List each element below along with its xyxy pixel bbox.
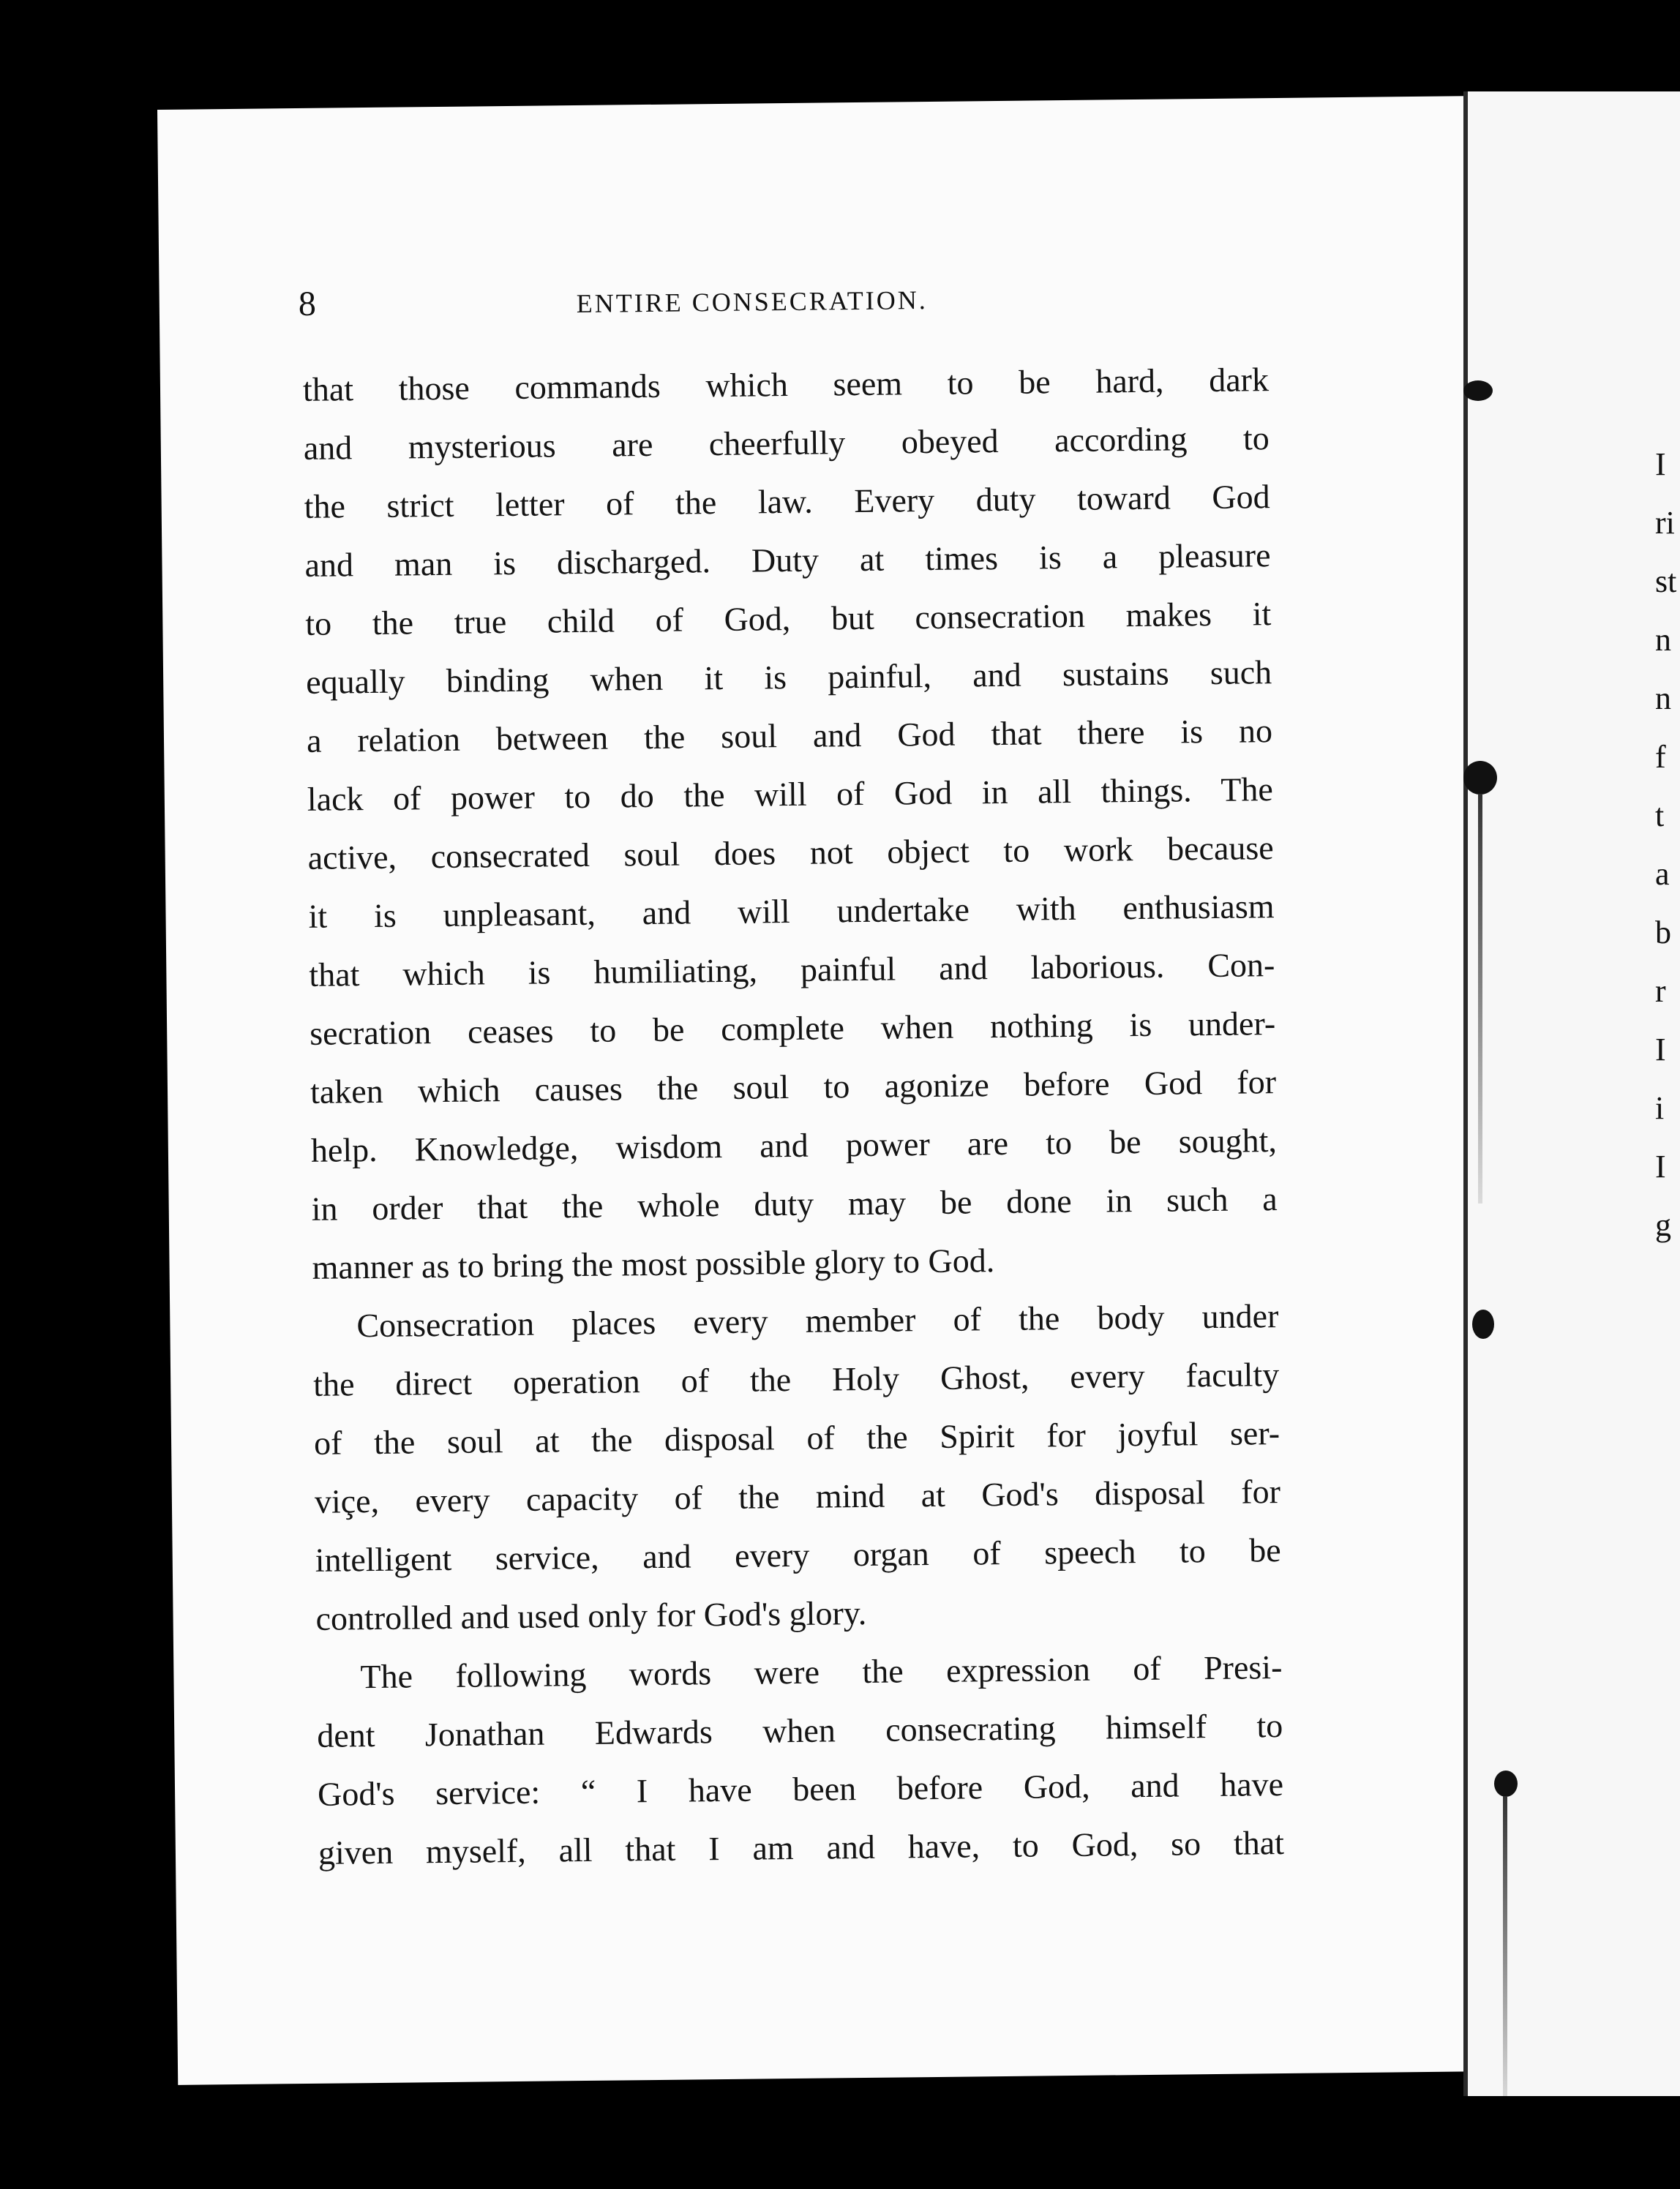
ink-streak <box>1503 1796 1507 2096</box>
ink-blot <box>1463 380 1493 401</box>
text-line: to the true child of God, but consecration makes it <box>305 595 1272 642</box>
text-line: lack of power to do the will of God in all things. The <box>307 770 1274 818</box>
text-line: intelligent service, and every organ of speech to be <box>315 1531 1281 1579</box>
text-line: Consecration places every member of the body under <box>356 1297 1279 1345</box>
adjacent-page-letters <box>1655 435 1676 1255</box>
paragraph <box>316 1638 1284 1882</box>
letter-fragment: ri <box>1655 505 1675 541</box>
text-line: dent Jonathan Edwards when consecrating himself to <box>317 1707 1283 1754</box>
letter-fragment: r <box>1655 973 1666 1009</box>
text-line: and mysterious are cheerfully obeyed according to <box>303 419 1270 467</box>
text-line: it is unpleasant, and will undertake with enthusiasm <box>308 887 1275 935</box>
letter-fragment: t <box>1655 797 1665 833</box>
text-line: that those commands which seem to be hard, dark <box>302 361 1270 408</box>
text-line: in order that the whole duty may be done in such a <box>311 1180 1278 1228</box>
text-line: manner as to bring the most possible glory to God. <box>312 1242 995 1286</box>
letter-fragment: g <box>1655 1207 1671 1243</box>
ink-blot <box>1463 761 1497 795</box>
letter-fragment: a <box>1655 856 1670 892</box>
page-number: 8 <box>298 284 317 323</box>
letter-fragment: b <box>1655 915 1671 950</box>
text-line: and man is discharged. Duty at times is a pleasure <box>304 536 1271 584</box>
text-line: a relation between the soul and God that there is no <box>306 712 1273 759</box>
running-head <box>299 272 1390 328</box>
letter-fragment: i <box>1655 1090 1665 1126</box>
letter-fragment: n <box>1655 680 1671 716</box>
text-line: taken which causes the soul to agonize before God for <box>310 1063 1277 1111</box>
ink-blot <box>1472 1310 1494 1339</box>
paragraph <box>303 350 1278 1297</box>
ink-streak <box>1478 794 1482 1204</box>
adjacent-page-fragment <box>1463 91 1680 2096</box>
ink-blot <box>1494 1771 1518 1797</box>
text-line: of the soul at the disposal of the Spirit for joyful ser- <box>313 1414 1280 1462</box>
text-line: The following words were the expression of Presi- <box>360 1648 1283 1696</box>
letter-fragment: f <box>1655 739 1666 775</box>
letter-fragment: I <box>1655 446 1666 482</box>
text-line: help. Knowledge, wisdom and power are to be sought, <box>310 1122 1278 1169</box>
letter-fragment: n <box>1655 622 1671 658</box>
text-line: controlled and used only for God's glory. <box>315 1593 867 1637</box>
text-line: given myself, all that I am and have, to God, so that <box>318 1824 1285 1871</box>
paragraph <box>312 1287 1282 1648</box>
text-line: viçe, every capacity of the mind at God's disposal for <box>314 1473 1281 1520</box>
text-line: the strict letter of the law. Every duty toward God <box>304 478 1270 525</box>
text-line: secration ceases to be complete when nothing is under- <box>309 1005 1276 1052</box>
letter-fragment: I <box>1655 1149 1666 1184</box>
text-line: God's service: “ I have been before God, and have <box>317 1765 1284 1813</box>
book-page <box>157 96 1495 2085</box>
text-line: that which is humiliating, painful and laborious. Con- <box>309 946 1275 994</box>
text-line: active, consecrated soul does not object to work because <box>307 829 1274 876</box>
text-line: the direct operation of the Holy Ghost, every faculty <box>312 1356 1280 1403</box>
text-line: equally binding when it is painful, and sustains such <box>305 653 1272 701</box>
running-head-title: ENTIRE CONSECRATION. <box>576 285 928 319</box>
letter-fragment: st <box>1655 563 1677 599</box>
letter-fragment: I <box>1655 1032 1666 1067</box>
body-text <box>303 350 1285 1882</box>
